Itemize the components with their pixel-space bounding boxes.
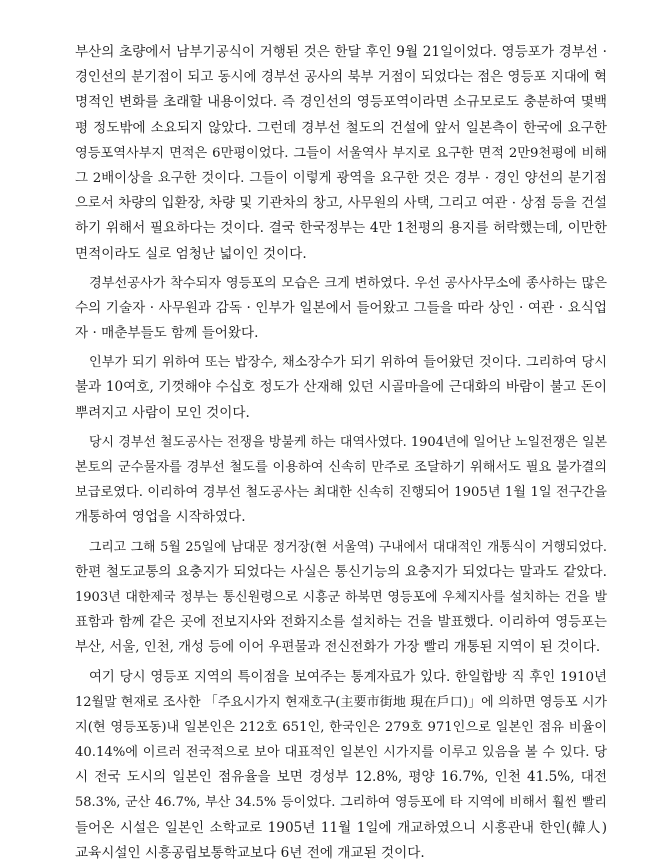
text-line: 40.14%에 이르러 전국적으로 보아 대표적인 일본인 시가지를 이루고 있음을 볼 수 있다. 당: [75, 740, 607, 765]
text-line: 여기 당시 영등포 지역의 특이점을 보여주는 통계자료가 있다. 한일합방 직 후인 1910년: [75, 665, 607, 690]
paragraph-5: [75, 535, 607, 661]
paragraph-3: [75, 350, 607, 426]
paragraph-6: [75, 665, 607, 866]
paragraph-4: [75, 430, 607, 531]
text-line: 교육시설인 시흥공립보통학교보다 6년 전에 개교된 것이다.: [75, 841, 607, 866]
text-line: 평 정도밖에 소요되지 않았다. 그런데 경부선 철도의 건설에 앞서 일본측이 한국에 요구한: [75, 116, 607, 141]
text-line: 58.3%, 군산 46.7%, 부산 34.5% 등이었다. 그리하여 영등포에 타 지역에 비해서 훨씬 빨리: [75, 790, 607, 815]
text-line: 경부선공사가 착수되자 영등포의 모습은 크게 변하였다. 우선 공사사무소에 종사하는 많은: [75, 271, 607, 296]
text-line: 불과 10여호, 기껏해야 수십호 정도가 산재해 있던 시골마을에 근대화의 바람이 불고 돈이: [75, 375, 607, 400]
text-line: 뿌려지고 사람이 모인 것이다.: [75, 401, 607, 426]
text-line: 그리고 그해 5월 25일에 남대문 정거장(현 서울역) 구내에서 대대적인 개통식이 거행되었다.: [75, 535, 607, 560]
text-line: 경인선의 분기점이 되고 동시에 경부선 공사의 북부 거점이 되었다는 점은 영등포 지대에 혁: [75, 65, 607, 90]
paragraph-2: [75, 271, 607, 347]
text-line: 1903년 대한제국 정부는 통신원령으로 시흥군 하북면 영등포에 우체지사를 설치하는 건을 발: [75, 585, 607, 610]
text-line: 명적인 변화를 초래할 내용이었다. 즉 경인선의 영등포역이라면 소규모로도 충분하여 몇백: [75, 90, 607, 115]
text-line: 들어온 시설은 일본인 소학교로 1905년 11월 1일에 개교하였으니 시흥관내 한인(韓人): [75, 816, 607, 841]
text-line: 12월말 현재로 조사한 「주요시가지 현재호구(主要市街地 現在戶口)」에 의하면 영등포 시가: [75, 690, 607, 715]
text-line: 으로서 차량의 입환장, 차량 및 기관차의 창고, 사무원의 사택, 그리고 여관 · 상점 등을 건설: [75, 191, 607, 216]
text-line: 본토의 군수물자를 경부선 철도를 이용하여 신속히 만주로 조달하기 위해서도 필요 불가결의: [75, 455, 607, 480]
text-line: 부산의 초량에서 남부기공식이 거행된 것은 한달 후인 9월 21일이었다. 영등포가 경부선 ·: [75, 40, 607, 65]
text-line: 한편 철도교통의 요충지가 되었다는 사실은 통신기능의 요충지가 되었다는 말과도 같았다.: [75, 560, 607, 585]
text-line: 영등포역사부지 면적은 6만평이었다. 그들이 서울역사 부지로 요구한 면적 2만9천평에 비해: [75, 141, 607, 166]
text-line: 자 · 매춘부들도 함께 들어왔다.: [75, 321, 607, 346]
text-line: 그 2배이상을 요구한 것이다. 그들이 이렇게 광역을 요구한 것은 경부 · 경인 양선의 분기점: [75, 166, 607, 191]
text-line: 수의 기술자 · 사무원과 감독 · 인부가 일본에서 들어왔고 그들을 따라 상인 · 여관 · 요식업: [75, 296, 607, 321]
text-line: 개통하여 영업을 시작하였다.: [75, 505, 607, 530]
text-line: 면적이라도 실로 엄청난 넓이인 것이다.: [75, 242, 607, 267]
paragraph-1: [75, 40, 607, 267]
text-line: 부산, 서울, 인천, 개성 등에 이어 우편물과 전신전화가 가장 빨리 개통된 지역이 된 것이다.: [75, 635, 607, 660]
text-line: 표함과 함께 같은 곳에 전보지사와 전화지소를 설치하는 건을 발표했다. 이리하여 영등포는: [75, 610, 607, 635]
text-line: 보급로였다. 이리하여 경부선 철도공사는 최대한 신속히 진행되어 1905년 1월 1일 전구간을: [75, 480, 607, 505]
text-line: 당시 경부선 철도공사는 전쟁을 방불케 하는 대역사였다. 1904년에 일어난 노일전쟁은 일본: [75, 430, 607, 455]
text-line: 지(현 영등포동)내 일본인은 212호 651인, 한국인은 279호 971인으로 일본인 점유 비율이: [75, 715, 607, 740]
text-line: 시 전국 도시의 일본인 점유율을 보면 경성부 12.8%, 평양 16.7%, 인천 41.5%, 대전: [75, 765, 607, 790]
text-line: 인부가 되기 위하여 또는 밥장수, 채소장수가 되기 위하여 들어왔던 것이다. 그리하여 당시: [75, 350, 607, 375]
text-line: 하기 위해서 필요하다는 것이다. 결국 한국정부는 4만 1천평의 용지를 허락했는데, 이만한: [75, 216, 607, 241]
